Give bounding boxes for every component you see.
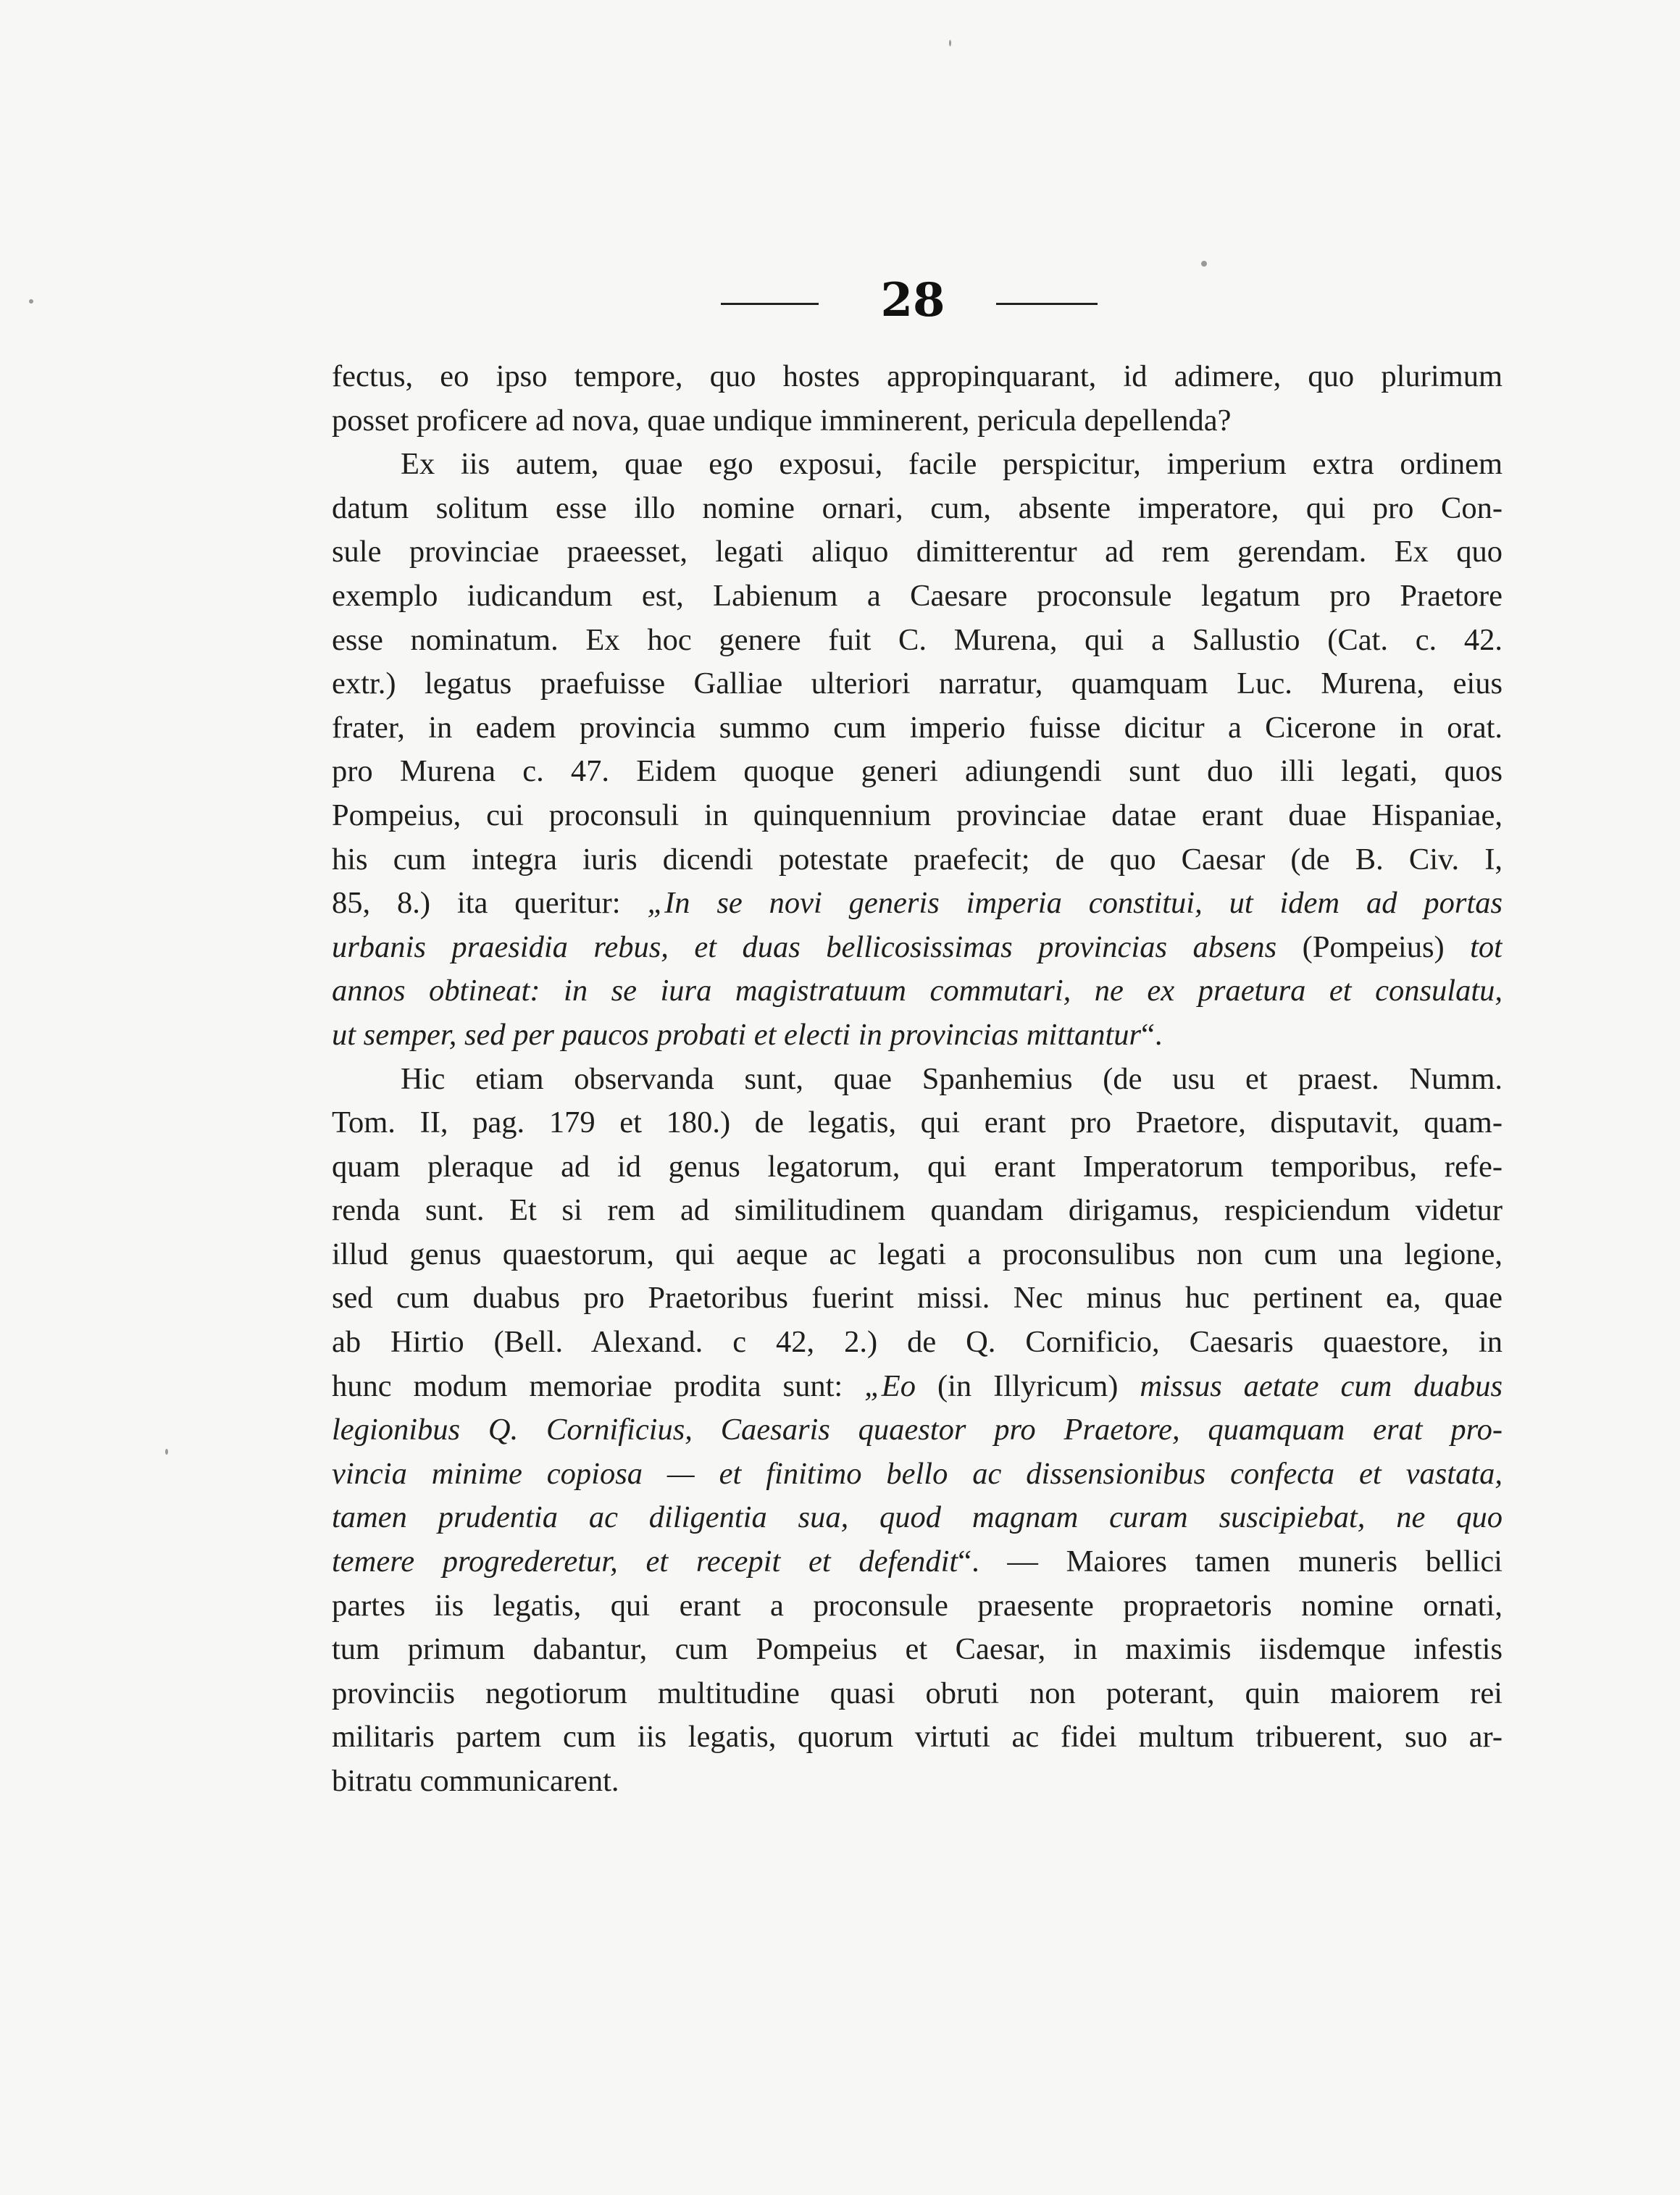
text-segment: datum solitum esse illo nomine ornari, cum, absente imperatore, qui pro Con- <box>332 490 1503 525</box>
text-line <box>332 662 1503 706</box>
text-line <box>332 1145 1503 1190</box>
italic-segment: vincia minime copiosa — et finitimo bello ac dissensionibus confecta et vastata, <box>332 1456 1503 1491</box>
text-line <box>332 530 1503 574</box>
text-line <box>332 1101 1503 1145</box>
text-line <box>332 1276 1503 1321</box>
text-line <box>332 750 1503 794</box>
text-line <box>332 1584 1503 1629</box>
text-line <box>332 1496 1503 1540</box>
italic-segment: tamen prudentia ac diligentia sua, quod magnam curam suscipiebat, ne quo <box>332 1500 1503 1535</box>
text-line <box>332 1233 1503 1277</box>
text-segment: pro Murena c. 47. Eidem quoque generi adiungendi sunt duo illi legati, quos <box>332 754 1503 789</box>
text-line <box>332 1760 1503 1804</box>
body-text <box>332 355 1503 1804</box>
text-segment: tum primum dabantur, cum Pompeius et Caesar, in maximis iisdemque infestis <box>332 1632 1503 1667</box>
text-line <box>332 487 1503 531</box>
text-line <box>332 619 1503 663</box>
text-line <box>332 1628 1503 1672</box>
text-line <box>332 1672 1503 1716</box>
text-segment: sule provinciae praeesset, legati aliquo dimitterentur ad rem gerendam. Ex quo <box>332 535 1503 569</box>
header-rule-left <box>721 303 819 305</box>
text-line <box>332 399 1503 443</box>
text-segment: partes iis legatis, qui erant a proconsule praesente propraetoris nomine ornati, <box>332 1588 1503 1623</box>
page-header <box>0 268 1680 333</box>
italic-segment: ut semper, sed per paucos probati et electi in provincias mittantur <box>332 1017 1142 1052</box>
text-segment: exemplo iudicandum est, Labienum a Caesare proconsule legatum pro Praetore <box>332 578 1503 613</box>
italic-segment: „In se novi generis imperia constitui, ut idem ad portas <box>647 886 1503 921</box>
text-segment: extr.) legatus praefuisse Galliae ulteriori narratur, quamquam Luc. Murena, eius <box>332 666 1503 701</box>
text-line <box>332 1540 1503 1584</box>
text-line <box>332 574 1503 619</box>
text-line <box>332 838 1503 882</box>
text-line <box>332 1408 1503 1452</box>
text-segment: quam pleraque ad id genus legatorum, qui erant Imperatorum temporibus, refe- <box>332 1149 1503 1184</box>
text-segment: (in Illyricum) <box>916 1368 1140 1403</box>
text-segment: fectus, eo ipso tempore, quo hostes appropinquarant, id adimere, quo plurimum <box>332 359 1503 393</box>
italic-segment: urbanis praesidia rebus, et duas bellicosissimas provincias absens <box>332 929 1277 964</box>
text-line <box>332 1365 1503 1409</box>
text-segment: “. <box>1141 1017 1163 1052</box>
text-segment: frater, in eadem provincia summo cum imperio fuisse dicitur a Cicerone in orat. <box>332 710 1503 745</box>
text-line <box>332 443 1503 487</box>
italic-segment: annos obtineat: in se iura magistratuum commutari, ne ex praetura et consulatu, <box>332 974 1503 1008</box>
italic-segment: missus aetate cum duabus <box>1140 1368 1503 1403</box>
text-line <box>332 1452 1503 1497</box>
scan-speck <box>1201 261 1207 267</box>
text-line <box>332 794 1503 838</box>
text-segment: Hic etiam observanda sunt, quae Spanhemius (de usu et praest. Numm. <box>401 1061 1503 1096</box>
text-segment: posset proficere ad nova, quae undique imminerent, pericula depellenda? <box>332 403 1232 438</box>
text-segment: renda sunt. Et si rem ad similitudinem quandam dirigamus, respiciendum videtur <box>332 1193 1503 1228</box>
text-line <box>332 1058 1503 1102</box>
text-segment: “. — Maiores tamen muneris bellici <box>958 1544 1503 1579</box>
header-rule-right <box>996 303 1098 305</box>
text-line <box>332 1321 1503 1365</box>
text-segment: Tom. II, pag. 179 et 180.) de legatis, qui erant pro Praetore, disputavit, quam- <box>332 1105 1503 1140</box>
text-segment: esse nominatum. Ex hoc genere fuit C. Murena, qui a Sallustio (Cat. c. 42. <box>332 622 1503 657</box>
text-segment: ab Hirtio (Bell. Alexand. c 42, 2.) de Q. Cornificio, Caesaris quaestore, in <box>332 1325 1503 1360</box>
text-line <box>332 355 1503 399</box>
text-segment: 85, 8.) ita queritur: <box>332 886 648 921</box>
text-line <box>332 969 1503 1013</box>
text-segment: provinciis negotiorum multitudine quasi obruti non poterant, quin maiorem rei <box>332 1676 1503 1710</box>
text-segment: militaris partem cum iis legatis, quorum virtuti ac fidei multum tribuerent, suo ar- <box>332 1720 1503 1755</box>
text-segment: bitratu communicarent. <box>332 1764 619 1798</box>
text-segment: his cum integra iuris dicendi potestate praefecit; de quo Caesar (de B. Civ. I, <box>332 842 1503 877</box>
text-segment: hunc modum memoriae prodita sunt: <box>332 1368 865 1403</box>
text-segment: Pompeius, cui proconsuli in quinquennium provinciae datae erant duae Hispaniae, <box>332 798 1503 832</box>
page-number: 28 <box>880 273 945 327</box>
scan-speck <box>29 299 33 304</box>
text-line <box>332 1715 1503 1760</box>
text-segment: sed cum duabus pro Praetoribus fuerint missi. Nec minus huc pertinent ea, quae <box>332 1281 1503 1316</box>
italic-segment: temere progrederetur, et recepit et defendit <box>332 1544 958 1579</box>
text-line <box>332 1189 1503 1233</box>
text-segment: Ex iis autem, quae ego exposui, facile perspicitur, imperium extra ordinem <box>401 447 1503 482</box>
scan-speck <box>949 40 951 46</box>
text-line <box>332 882 1503 926</box>
scan-speck <box>165 1449 168 1455</box>
text-segment: (Pompeius) <box>1276 929 1471 964</box>
text-line <box>332 706 1503 751</box>
text-line <box>332 1013 1503 1058</box>
text-segment: illud genus quaestorum, qui aeque ac legati a proconsulibus non cum una legione, <box>332 1237 1503 1271</box>
italic-segment: „Eo <box>864 1368 916 1403</box>
italic-segment: tot <box>1470 929 1503 964</box>
text-line <box>332 926 1503 970</box>
italic-segment: legionibus Q. Cornificius, Caesaris quaestor pro Praetore, quamquam erat pro- <box>332 1413 1503 1447</box>
